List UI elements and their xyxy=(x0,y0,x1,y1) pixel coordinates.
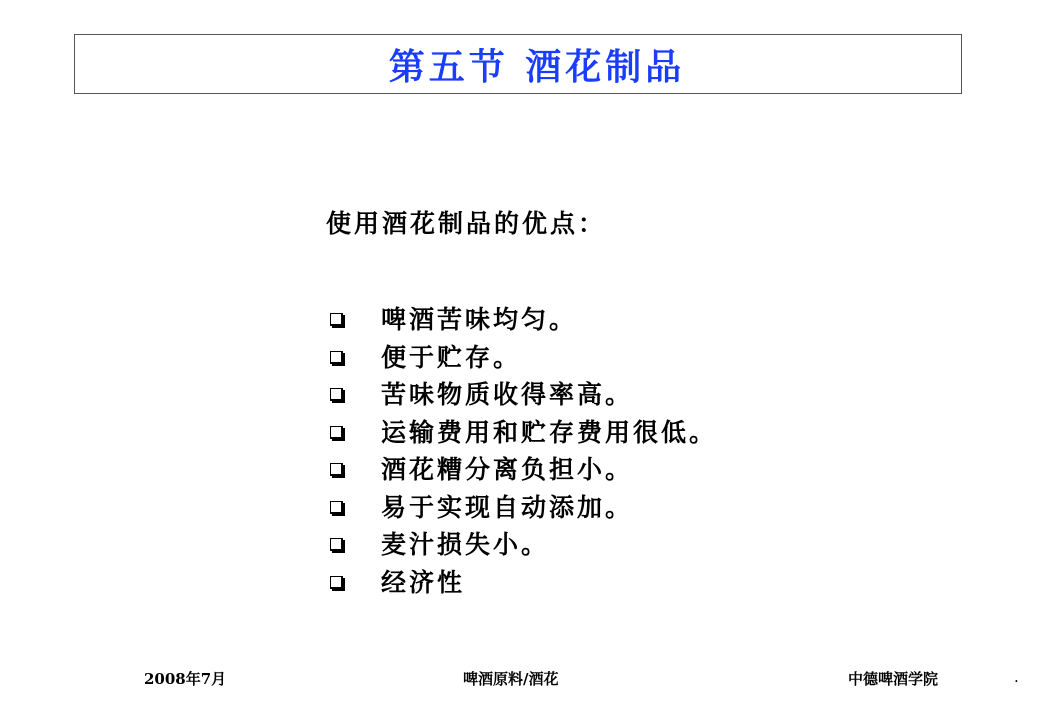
bullet-text: 啤酒苦味均匀。 xyxy=(381,305,578,335)
title-box xyxy=(74,34,962,94)
bullet-text: 麦汁损失小。 xyxy=(381,530,550,560)
checkbox-icon xyxy=(330,351,343,364)
list-item xyxy=(330,376,717,414)
list-item xyxy=(330,526,717,564)
bullet-text: 酒花糟分离负担小。 xyxy=(381,455,634,485)
checkbox-icon xyxy=(330,538,343,551)
checkbox-icon xyxy=(330,463,343,476)
checkbox-icon xyxy=(330,501,343,514)
page-title: 第五节 酒花制品 xyxy=(388,46,686,88)
checkbox-icon xyxy=(330,576,343,589)
footer-topic: 啤酒原料/酒花 xyxy=(463,670,559,688)
list-item xyxy=(330,451,717,489)
list-item xyxy=(330,301,717,339)
checkbox-icon xyxy=(330,313,343,326)
bullet-text: 苦味物质收得率高。 xyxy=(381,380,634,410)
bullet-text: 经济性 xyxy=(381,567,466,597)
list-item xyxy=(330,414,717,452)
footer-date: 2008年7月 xyxy=(144,670,227,688)
footer-dot: . xyxy=(1014,668,1019,686)
bullet-text: 便于贮存。 xyxy=(381,342,522,372)
list-item xyxy=(330,564,717,602)
bullet-list xyxy=(330,301,717,601)
list-item xyxy=(330,489,717,527)
checkbox-icon xyxy=(330,426,343,439)
bullet-text: 运输费用和贮存费用很低。 xyxy=(381,417,718,447)
checkbox-icon xyxy=(330,388,343,401)
bullet-text: 易于实现自动添加。 xyxy=(381,492,634,522)
subtitle: 使用酒花制品的优点： xyxy=(326,209,607,238)
list-item xyxy=(330,339,717,377)
footer-institution: 中德啤酒学院 xyxy=(848,670,939,688)
